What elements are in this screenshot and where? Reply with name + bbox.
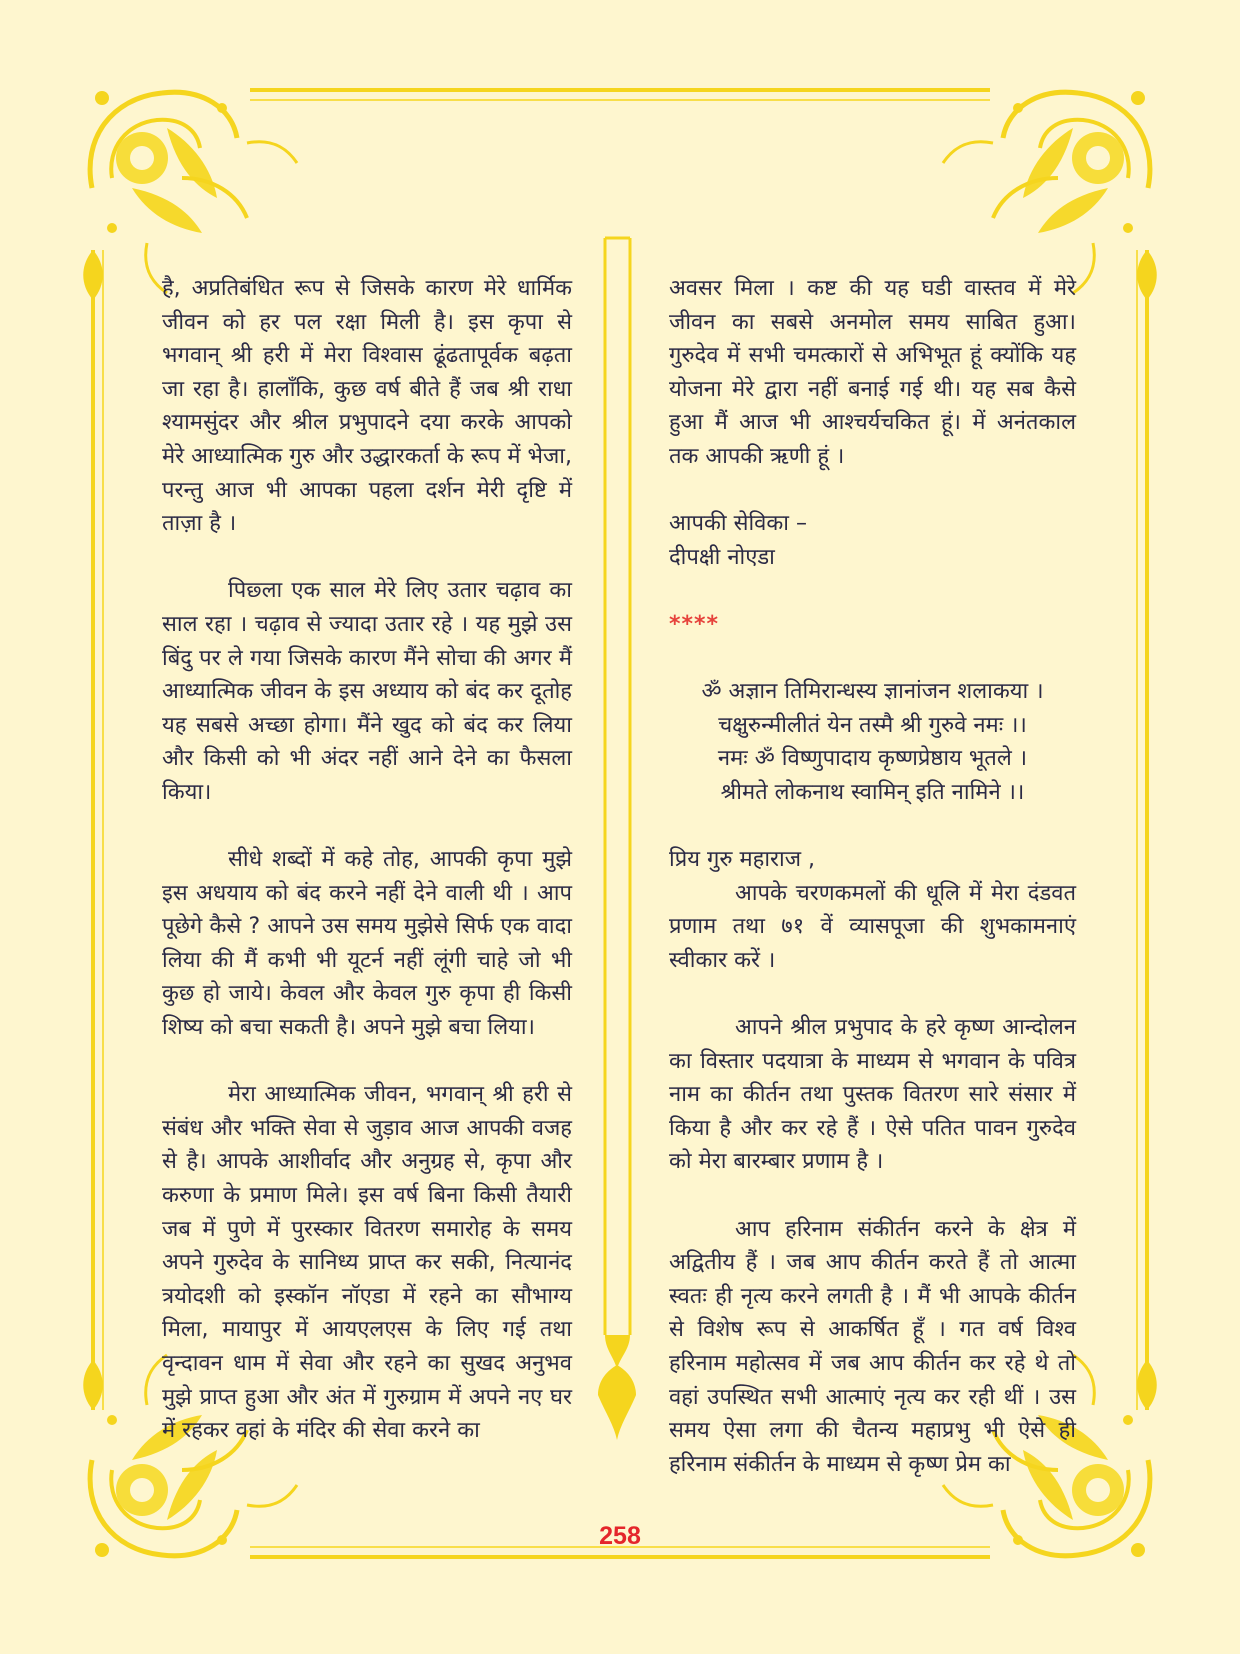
page-number: 258 [599,1522,641,1550]
right-paragraph-3: आपने श्रील प्रभुपाद के हरे कृष्ण आन्दोलन का विस्तार पदयात्रा के माध्यम से भगवान के पवित्र नाम का कीर्तन तथा पुस्तक वितरण सारे संसार में किया है और कर रहे हैं । ऐसे पतित पावन गुरुदेव को मेरा बारम्बार प्रणाम है । [669,1015,1076,1175]
mantra-line: नमः ॐ विष्णुपादाय कृष्णप्रेष्ठाय भूतले । [717,746,1028,772]
salutation: प्रिय गुरु महाराज , [669,847,816,873]
left-paragraph-4: मेरा आध्यात्मिक जीवन, भगवान् श्री हरी से संबंध और भक्ति सेवा से जुड़ाव आज आपकी वजह से है। आपके आशीर्वाद और अनुग्रह से, कृपा और करुणा के प्रमाण मिले। इस वर्ष बिना किसी तैयारी जब में पुणे में पुरस्कार वितरण समारोह के समय अपने गुरुदेव के सानिध्य प्राप्त कर सकी, नित्यानंद त्रयोदशी को इस्कॉन नॉएडा में रहने का सौभाग्य मिला, मायापुर में आयएलएस के लिए गई तथा वृन्दावन धाम में सेवा और रहने का सुखद अनुभव मुझे प्राप्त हुआ और अंत में गुरुग्राम में अपने नए घर में रहकर वहां के मंदिर की सेवा करने का [162,1082,572,1444]
mantra-line: श्रीमते लोकनाथ स्वामिन् इति नामिने ।। [720,779,1025,805]
signoff-line-2: दीपक्षी नोएडा [669,544,775,570]
mantra-line: चक्षुरुन्मीलीतं येन तस्मै श्री गुरुवे नमः ।। [718,712,1027,738]
mantra-block [669,675,1076,809]
left-paragraph-1: है, अप्रतिबंधित रूप से जिसके कारण मेरे धार्मिक जीवन को हर पल रक्षा मिली है। इस कृपा से भगवान् श्री हरी में मेरा विश्वास ढूंढतापूर्वक बढ़ता जा रहा है। हालाँकि, कुछ वर्ष बीते हैं जब श्री राधा श्यामसुंदर और श्रील प्रभुपादने दया करके आपको मेरे आध्यात्मिक गुरु और उद्धारकर्ता के रूप में भेजा, परन्तु आज भी आपका पहला दर्शन मेरी दृष्टि में ताज़ा है । [162,276,572,537]
left-column [162,272,572,1448]
mantra-line: ॐ अज्ञान तिमिरान्धस्य ज्ञानांजन शलाकया । [701,679,1044,705]
left-paragraph-2: पिछ्ला एक साल मेरे लिए उतार चढ़ाव का साल रहा । चढ़ाव से ज्यादा उतार रहे । यह मुझे उस बिंदु पर ले गया जिसके कारण मैंने सोचा की अगर मैं आध्यात्मिक जीवन के इस अध्याय को बंद कर दूतोह यह सबसे अच्छा होगा। मैंने खुद को बंद कर लिया और किसी को भी अंदर नहीं आने देने का फैसला किया। [162,578,572,805]
section-divider-stars: **** [669,611,720,637]
right-paragraph-2: आपके चरणकमलों की धूलि में मेरा दंडवत प्रणाम तथा ७१ वें व्यासपूजा की शुभकामनाएं स्वीकार करें । [669,880,1076,973]
left-paragraph-3: सीधे शब्दों में कहे तोह, आपकी कृपा मुझे इस अधयाय को बंद करने नहीं देने वाली थी । आप पूछेगे कैसे ? आपने उस समय मुझेसे सिर्फ एक वादा लिया की मैं कभी भी यूटर्न नहीं लूंगी चाहे जो भी कुछ हो जाये। केवल और केवल गुरु कृपा ही किसी शिष्य को बचा सकती है। अपने मुझे बचा लिया। [162,847,572,1041]
right-paragraph-4: आप हरिनाम संकीर्तन करने के क्षेत्र में अद्वितीय हैं । जब आप कीर्तन करते हैं तो आत्मा स्वतः ही नृत्य करने लगती है । मैं भी आपके कीर्तन से विशेष रूप से आकर्षित हूँ । गत वर्ष विश्व हरिनाम महोत्सव में जब आप कीर्तन कर रहे थे तो वहां उपस्थित सभी आत्माएं नृत्य कर रही थीं । उस समय ऐसा लगा की चैतन्य महाप्रभु भी ऐसे ही हरिनाम संकीर्तन के माध्यम से कृष्ण प्रेम का [669,1216,1076,1477]
right-paragraph-1: अवसर मिला । कष्ट की यह घडी वास्तव में मेरे जीवन का सबसे अनमोल समय साबित हुआ। गुरुदेव में सभी चमत्कारों से अभिभूत हूं क्योंकि यह योजना मेरे द्वारा नहीं बनाई गई थी। यह सब कैसे हुआ मैं आज भी आश्चर्यचकित हूं। में अनंतकाल तक आपकी ऋणी हूं । [669,276,1076,469]
right-column [669,272,1076,1481]
signoff-line-1: आपकी सेविका – [669,511,807,537]
